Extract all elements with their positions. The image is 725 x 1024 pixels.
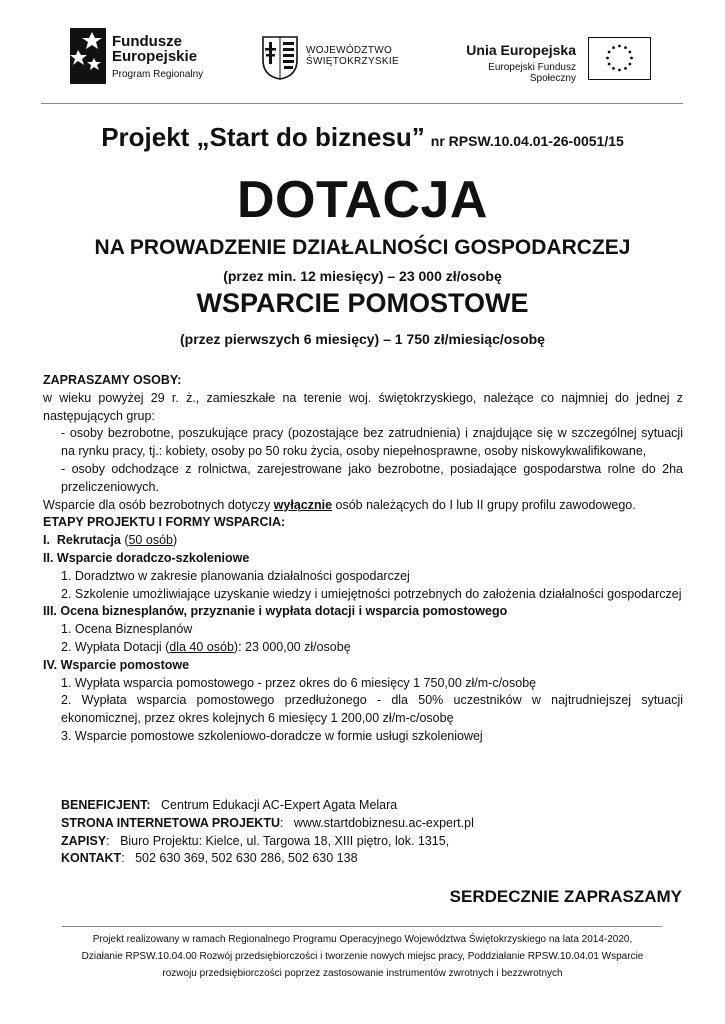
- closing-text: SERDECZNIE ZAPRASZAMY: [449, 887, 682, 906]
- stage-3-item2-pre: 2. Wypłata Dotacji (: [61, 639, 170, 654]
- fe-line3: Program Regionalny: [112, 69, 204, 80]
- contact-beneficjent: [61, 797, 474, 815]
- header-divider: [41, 103, 683, 104]
- wojewodztwo-label: [306, 45, 399, 67]
- stage-2-label: II. Wsparcie doradczo-szkoleniowe: [43, 550, 250, 565]
- invite-group-1: - osoby bezrobotne, poszukujące pracy (pozostające bez zatrudnienia) i znajdujące się w szczególnej sytuacji na rynku pracy, tj.: kobiety, osoby po 50 roku życia, osoby niepełnosprawne, osoby niskowykwalifikowane,: [61, 426, 683, 459]
- stage-4-item: 3. Wsparcie pomostowe szkoleniowo-doradcze w formie usługi szkoleniowej: [61, 728, 483, 743]
- ue-label: [440, 42, 576, 84]
- stage-1-label: Rekrutacja: [56, 533, 121, 548]
- stage-3-item2-u: dla 40 osób: [169, 639, 234, 654]
- stage-2-item: 2. Szkolenie umożliwiające uzyskanie wiedzy i umiejętności potrzebnych do założenia działalności gospodarczej: [61, 586, 682, 601]
- wojewodztwo-crest-icon: [262, 36, 298, 80]
- stage-4-label: IV. Wsparcie pomostowe: [43, 657, 190, 672]
- woj-line1: WOJEWÓDZTWO: [306, 45, 393, 56]
- fe-line1: Fundusze: [112, 33, 182, 50]
- stage-1-open: (: [120, 533, 129, 548]
- contact-zapisy: ZAPISY: Biuro Projektu: Kielce, ul. Targowa 18, XIII piętro, lok. 1315,: [61, 833, 450, 848]
- stages-heading: ETAPY PROJEKTU I FORMY WSPARCIA:: [43, 515, 286, 530]
- contact-web: STRONA INTERNETOWA PROJEKTU: www.startdobiznesu.ac-expert.pl: [61, 815, 474, 830]
- stage-2-item: 1. Doradztwo w zakresie planowania działalności gospodarczej: [61, 568, 410, 583]
- ben-value: Centrum Edukacji AC-Expert Agata Melara: [161, 798, 398, 812]
- invite-group-2: - osoby odchodzące z rolnictwa, zarejestrowane jako bezrobotne, posiadające gospodarstwa rolne do 2ha przeliczeniowych.: [61, 461, 683, 494]
- main-title: DOTACJA: [237, 171, 488, 229]
- stage-3-item: 1. Ocena Biznesplanów: [61, 622, 193, 637]
- footer-line1: Projekt realizowany w ramach Regionalnego Programu Operacyjnego Województwa Świętokrzyskiego na lata 2014-2020,: [92, 934, 633, 945]
- project-title-text: Projekt „Start do biznesu”: [101, 122, 425, 152]
- kon-value: 502 630 369, 502 630 286, 502 630 138: [135, 851, 358, 866]
- note-post: osób należących do I lub II grupy profilu zawodowego.: [332, 497, 636, 512]
- stage-3-item: [43, 639, 683, 657]
- invite-note: [43, 497, 683, 515]
- subtitle-wsparcie-detail: (przez pierwszych 6 miesięcy) – 1 750 zł/miesiąc/osobę: [180, 331, 545, 347]
- contact-kontakt: KONTAKT: 502 630 369, 502 630 286, 502 630 138: [61, 851, 358, 866]
- footer-divider: [62, 926, 662, 927]
- contact-block: [61, 797, 474, 868]
- ben-label: BENEFICJENT:: [61, 798, 151, 812]
- web-label: STRONA INTERNETOWA PROJEKTU: [61, 815, 280, 830]
- invite-heading: ZAPRASZAMY OSOBY:: [43, 373, 182, 387]
- web-link[interactable]: www.startdobiznesu.ac-expert.pl: [293, 815, 474, 830]
- zap-label: ZAPISY: [61, 833, 107, 848]
- stage-3-label: III. Ocena biznesplanów, przyznanie i wypłata dotacji i wsparcia pomostowego: [43, 604, 508, 619]
- body-section: [43, 372, 683, 746]
- fe-line2: Europejskie: [112, 48, 198, 65]
- note-bold: wyłącznie: [273, 497, 333, 512]
- subtitle-wsparcie: WSPARCIE POMOSTOWE: [196, 288, 529, 318]
- note-pre: Wsparcie dla osób bezrobotnych dotyczy: [43, 497, 274, 512]
- footer: [40, 931, 685, 982]
- stage-1: [43, 532, 683, 550]
- stage-1-close: ): [172, 533, 178, 548]
- zap-value: Biuro Projektu: Kielce, ul. Targowa 18, XIII piętro, lok. 1315,: [120, 833, 450, 848]
- footer-line2: Działanie RPSW.10.04.00 Rozwój przedsiębiorczości i tworzenie nowych miejsc pracy, Poddziałanie RPSW.10.04.01 Wsparcie: [81, 951, 644, 962]
- subtitle-dzialalnosc-detail: (przez min. 12 miesięcy) – 23 000 zł/osobę: [223, 268, 502, 284]
- stage-1-count: 50 osób: [128, 533, 173, 548]
- ue-subtitle: Europejski Fundusz Społeczny: [488, 62, 576, 84]
- fundusze-europejskie-label: [112, 34, 203, 82]
- stage-3-item2-post: ): 23 000,00 zł/osobę: [233, 639, 351, 654]
- stage-4-item: 2. Wypłata wsparcia pomostowego przedłużonego - dla 50% uczestników w najtrudniejszej sytuacji ekonomicznej, przez okres kolejnych 6 miesięcy 1 200,00 zł/m-c/osobę: [61, 693, 683, 726]
- project-number: nr RPSW.10.04.01-26-0051/15: [430, 133, 624, 149]
- project-title: [0, 122, 725, 153]
- stage-1-num: I.: [43, 533, 50, 548]
- subtitle-dzialalnosc: NA PROWADZENIE DZIAŁALNOŚCI GOSPODARCZEJ: [94, 236, 631, 259]
- woj-line2: ŚWIĘTOKRZYSKIE: [306, 56, 399, 67]
- eu-flag-icon: [588, 37, 651, 80]
- invite-intro: w wieku powyżej 29 r. ż., zamieszkałe na terenie woj. świętokrzyskiego, należące co najmniej do jednej z następujących grup:: [43, 390, 683, 423]
- kon-label: KONTAKT: [61, 851, 122, 866]
- ue-title: Unia Europejska: [466, 42, 576, 58]
- fundusze-europejskie-logo-icon: [70, 28, 106, 84]
- footer-line3: rozwoju przedsiębiorczości poprzez zastosowanie instrumentów zwrotnych i bezzwrotnych: [162, 968, 563, 979]
- stage-4-item: 1. Wypłata wsparcia pomostowego - przez okres do 6 miesięcy 1 750,00 zł/m-c/osobę: [61, 675, 537, 690]
